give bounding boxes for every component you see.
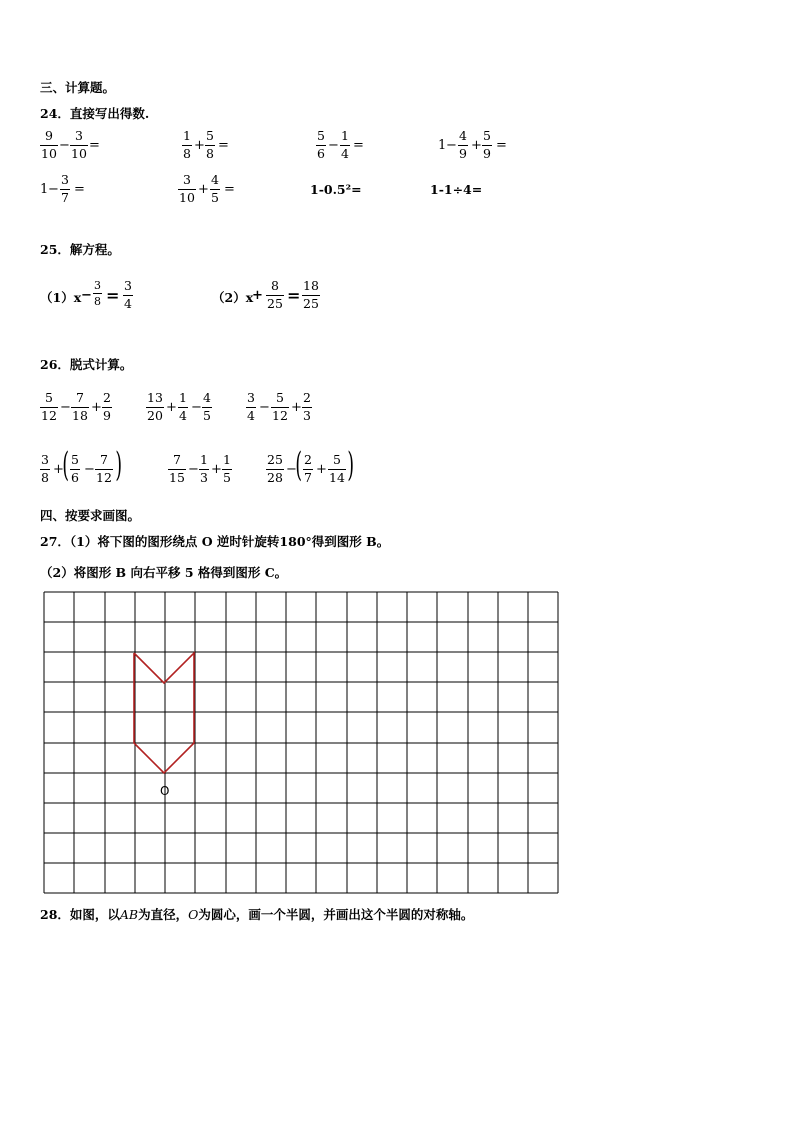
fraction: 5 12	[272, 390, 288, 423]
q28-text: 28．如图，以AB为直径，O为圆心，画一个半圆，并画出这个半圆的对称轴。	[40, 907, 474, 922]
fraction: 7 15	[169, 452, 185, 485]
fraction: 2 7	[304, 452, 312, 485]
q24-title: 24．直接写出得数.	[40, 106, 150, 121]
operator: +	[166, 400, 177, 415]
fraction: 3 8	[41, 452, 49, 485]
fraction: 5 6	[317, 128, 325, 161]
left-paren: (	[295, 445, 302, 485]
operator: −	[60, 400, 71, 415]
operator: +	[211, 462, 222, 477]
fraction: 3 8	[94, 279, 101, 308]
equation-label: （1）x	[40, 290, 82, 305]
numerator: 9	[44, 128, 53, 143]
operator: −	[48, 182, 59, 197]
denominator: 10	[41, 145, 57, 161]
operator: +	[91, 400, 102, 415]
equals: =	[218, 138, 229, 153]
fraction: 2 9	[103, 390, 111, 423]
fraction: 1 5	[223, 452, 231, 485]
operator: −	[328, 138, 339, 153]
point-o: O	[188, 907, 199, 922]
fraction: 3 10	[71, 128, 87, 161]
fraction: 5 14	[329, 452, 345, 485]
q25-title: 25．解方程。	[40, 242, 120, 257]
fraction: 1 4	[179, 390, 187, 423]
equals: =	[287, 286, 301, 305]
equals: =	[496, 138, 507, 153]
operator: +	[53, 462, 64, 477]
q26-title: 26．脱式计算。	[40, 357, 133, 372]
right-paren: )	[115, 445, 122, 485]
operator: +	[198, 182, 209, 197]
fraction: 1 8	[183, 128, 191, 161]
operator: +	[291, 400, 302, 415]
fraction: 25 28	[267, 452, 283, 485]
operator: +	[194, 138, 205, 153]
operator: −	[446, 138, 457, 153]
fraction: 4 9	[459, 128, 467, 161]
fraction: 3 7	[61, 172, 69, 205]
fraction: 3 4	[124, 278, 132, 311]
operator: −	[286, 462, 297, 477]
point-o-label: O	[160, 784, 170, 798]
lead-number: 1	[438, 138, 447, 153]
fraction: 13 20	[147, 390, 163, 423]
fraction: 8 25	[267, 278, 283, 311]
equation-label: （2）x	[212, 290, 254, 305]
fraction: 5 9	[483, 128, 491, 161]
lead-number: 1	[40, 182, 49, 197]
fraction: 4 5	[211, 172, 219, 205]
operator: −	[84, 462, 95, 477]
fraction: 3 10	[179, 172, 195, 205]
fraction: 7 18	[72, 390, 88, 423]
equals: =	[89, 138, 100, 153]
q27-instruction-2: （2）将图形 B 向右平移 5 格得到图形 C。	[40, 565, 288, 580]
equals: =	[224, 182, 235, 197]
operator: −	[59, 138, 70, 153]
operator: −	[259, 400, 270, 415]
q27-instruction-1: 27．（1）将下图的图形绕点 O 逆时针旋转180°得到图形 B。	[40, 534, 390, 549]
fraction: 2 3	[303, 390, 311, 423]
fraction: 4 5	[203, 390, 211, 423]
equals: =	[106, 286, 120, 305]
operator: +	[316, 462, 327, 477]
fraction: 1 4	[341, 128, 349, 161]
operator: −	[81, 288, 92, 303]
fraction: 5 6	[71, 452, 79, 485]
fraction: 3 4	[247, 390, 255, 423]
fraction: 18 25	[303, 278, 319, 311]
operator: +	[471, 138, 482, 153]
fraction: 5 12	[41, 390, 57, 423]
equals: =	[74, 182, 85, 197]
operator: −	[191, 400, 202, 415]
section-title-calculation: 三、计算题。	[40, 80, 116, 95]
q24-problem-8: 1-1÷4=	[430, 182, 483, 197]
equals: =	[353, 138, 364, 153]
fraction: 1 3	[200, 452, 208, 485]
figure-shape	[134, 653, 194, 773]
q24-problem-7: 1-0.5²=	[310, 182, 362, 197]
fraction: 7 12	[96, 452, 112, 485]
right-paren: )	[347, 445, 354, 485]
fraction: 5 8	[206, 128, 214, 161]
section-title-drawing: 四、按要求画图。	[40, 508, 141, 523]
segment-ab: AB	[119, 907, 139, 922]
operator: −	[188, 462, 199, 477]
left-paren: (	[62, 445, 69, 485]
grid	[44, 592, 558, 893]
operator: +	[252, 288, 263, 303]
